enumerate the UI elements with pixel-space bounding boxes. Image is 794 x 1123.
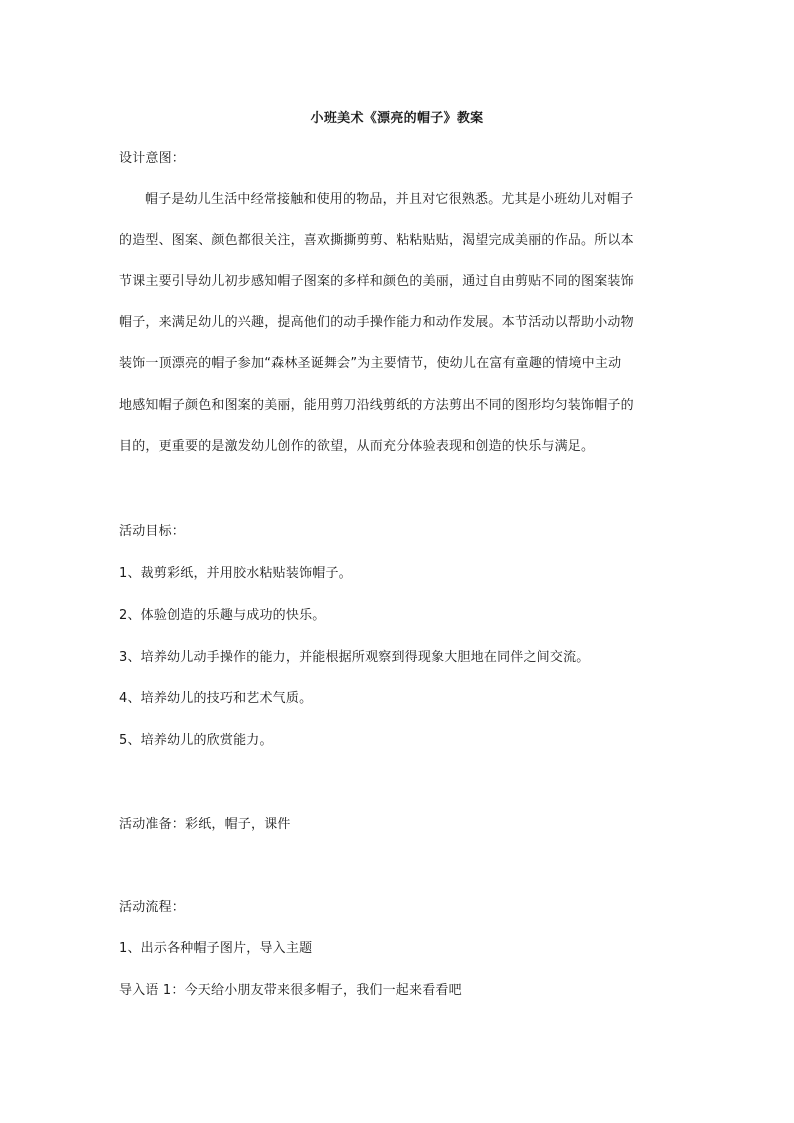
goal-item: 5、培养幼儿的欣赏能力。 <box>119 733 273 748</box>
goal-item: 4、培养幼儿的技巧和艺术气质。 <box>119 691 313 706</box>
goal-item: 2、体验创造的乐趣与成功的快乐。 <box>119 608 326 623</box>
design-paragraph-line: 节课主要引导幼儿初步感知帽子图案的多样和颜色的美丽，通过自由剪贴不同的图案装饰 <box>119 274 634 289</box>
document-title: 小班美术《漂亮的帽子》教案 <box>310 111 484 126</box>
design-paragraph-line: 的造型、图案、颜色都很关注，喜欢撕撕剪剪、粘粘贴贴，渴望完成美丽的作品。所以本 <box>119 233 634 248</box>
preparation-line: 活动准备：彩纸，帽子，课件 <box>119 817 291 832</box>
design-paragraph-line: 帽子，来满足幼儿的兴趣，提高他们的动手操作能力和动作发展。本节活动以帮助小动物 <box>119 315 634 330</box>
design-heading: 设计意图： <box>119 151 186 166</box>
process-step: 1、出示各种帽子图片，导入主题 <box>119 941 313 956</box>
design-paragraph-line: 装饰一顶漂亮的帽子参加“森林圣诞舞会”为主要情节，使幼儿在富有童趣的情境中主动 <box>119 356 622 371</box>
design-paragraph-line: 地感知帽子颜色和图案的美丽，能用剪刀沿线剪纸的方法剪出不同的图形均匀装饰帽子的 <box>119 398 634 413</box>
process-step: 导入语 1：今天给小朋友带来很多帽子，我们一起来看看吧 <box>119 983 462 998</box>
goal-item: 3、培养幼儿动手操作的能力，并能根据所观察到得现象大胆地在同伴之间交流。 <box>119 650 590 665</box>
process-heading: 活动流程： <box>119 900 186 915</box>
design-paragraph-line: 帽子是幼儿生活中经常接触和使用的物品，并且对它很熟悉。尤其是小班幼儿对帽子 <box>145 192 634 207</box>
goals-heading: 活动目标： <box>119 524 186 539</box>
goal-item: 1、裁剪彩纸，并用胶水粘贴装饰帽子。 <box>119 566 352 581</box>
design-paragraph-line: 目的，更重要的是激发幼儿创作的欲望，从而充分体验表现和创造的快乐与满足。 <box>119 439 595 454</box>
